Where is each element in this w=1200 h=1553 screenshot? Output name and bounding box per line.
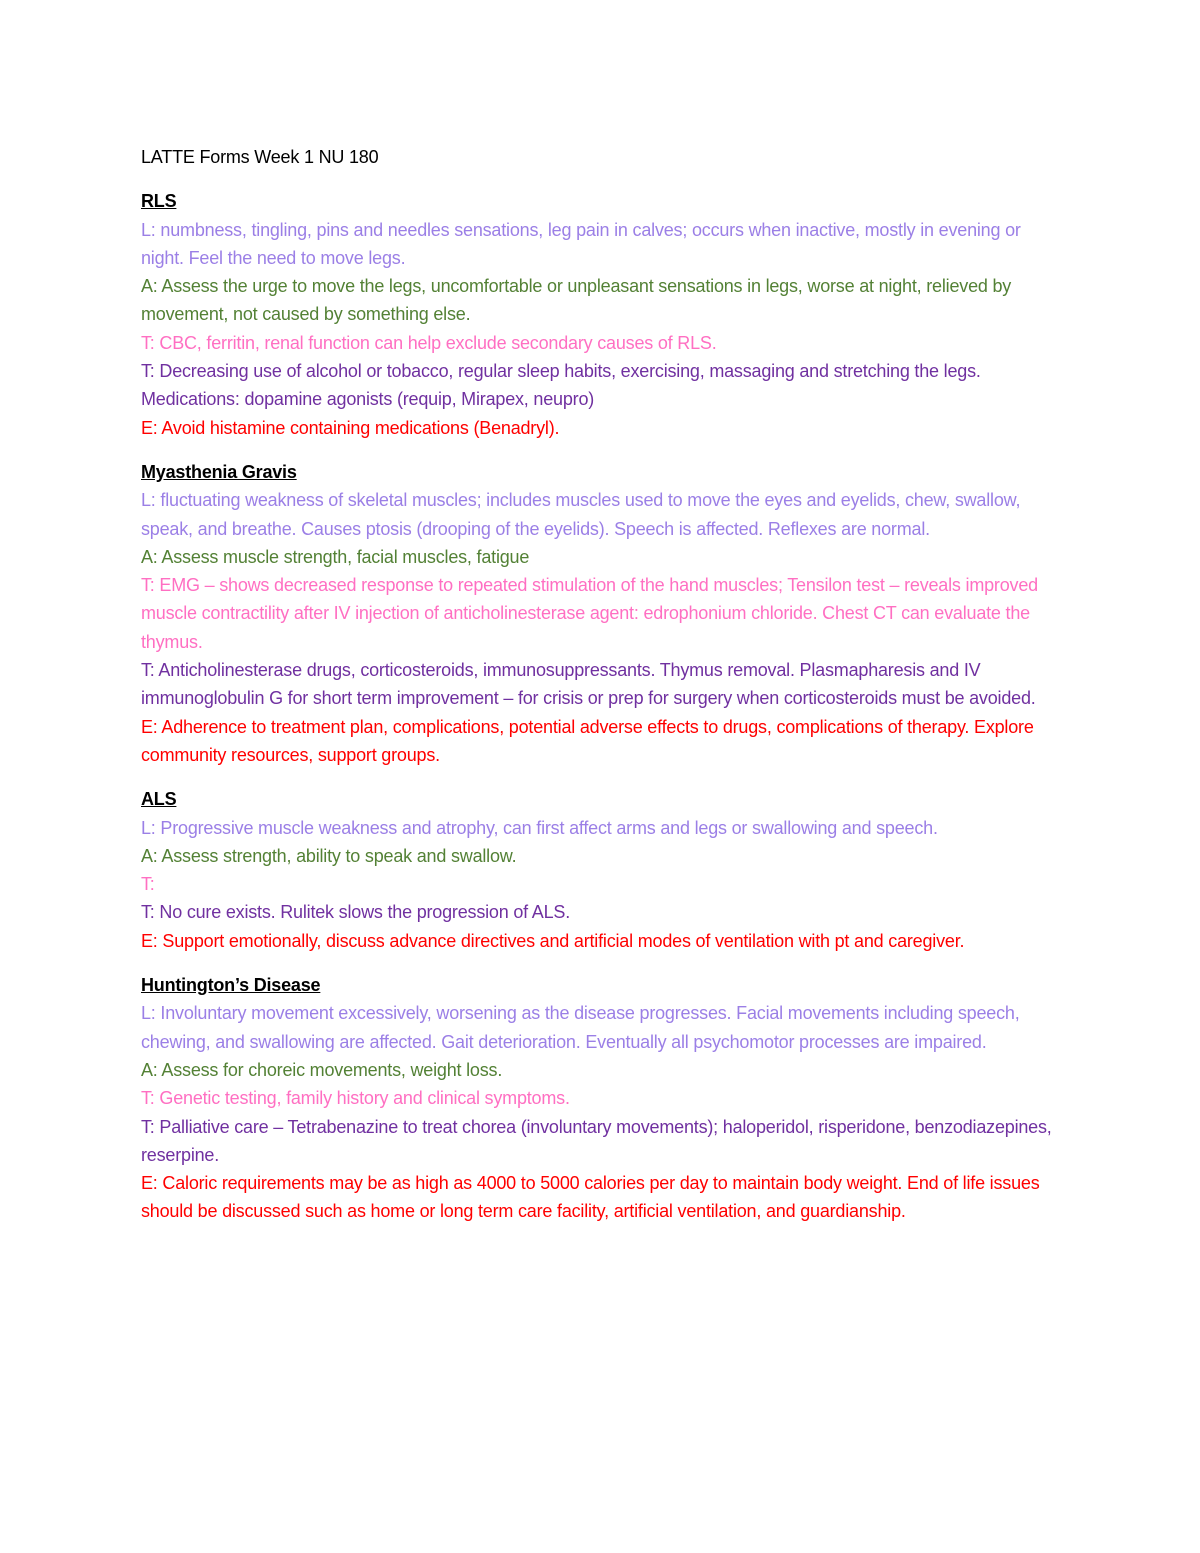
test-line: T: CBC, ferritin, renal function can help exclude secondary causes of RLS.: [141, 332, 717, 353]
assess-line: A: Assess muscle strength, facial muscles, fatigue: [141, 546, 530, 567]
section-heading: Huntington’s Disease: [141, 975, 321, 996]
document-body: [141, 143, 1066, 1242]
test-line: T:: [141, 874, 155, 895]
look-line: L: numbness, tingling, pins and needles sensations, leg pain in calves; occurs when inactive, mostly in evening or night. Feel the need to move legs.: [141, 219, 1021, 268]
look-line: L: Involuntary movement excessively, worsening as the disease progresses. Facial movements including speech, chewing, and swallowing are affected. Gait deterioration. Eventually all psychomotor processes are impaired.: [141, 1003, 1020, 1052]
document-title: LATTE Forms Week 1 NU 180: [141, 147, 379, 167]
treatment-line: T: No cure exists. Rulitek slows the progression of ALS.: [141, 902, 570, 923]
section-heading: RLS: [141, 191, 177, 212]
section-als: [141, 785, 1066, 955]
assess-line: A: Assess the urge to move the legs, uncomfortable or unpleasant sensations in legs, worse at night, relieved by movement, not caused by something else.: [141, 276, 1012, 325]
education-line: E: Caloric requirements may be as high as 4000 to 5000 calories per day to maintain body weight. End of life issues should be discussed such as home or long term care facility, artificial ventilation, and guardianship.: [141, 1173, 1040, 1222]
section-myasthenia-gravis: [141, 458, 1066, 769]
treatment-line: T: Palliative care – Tetrabenazine to treat chorea (involuntary movements); haloperidol, risperidone, benzodiazepines, reserpine.: [141, 1116, 1052, 1165]
look-line: L: fluctuating weakness of skeletal muscles; includes muscles used to move the eyes and eyelids, chew, swallow, speak, and breathe. Causes ptosis (drooping of the eyelids). Speech is affected. Reflexes are normal.: [141, 490, 1021, 539]
section-huntingtons-disease: [141, 971, 1066, 1226]
test-line: T: Genetic testing, family history and clinical symptoms.: [141, 1088, 570, 1109]
section-heading: Myasthenia Gravis: [141, 461, 297, 482]
section-heading: ALS: [141, 789, 177, 810]
test-line: T: EMG – shows decreased response to repeated stimulation of the hand muscles; Tensilon test – reveals improved muscle contractility after IV injection of anticholinesterase agent: edrophonium chloride. Chest CT can evaluate the thymus.: [141, 575, 1038, 652]
look-line: L: Progressive muscle weakness and atrophy, can first affect arms and legs or swallowing and speech.: [141, 817, 938, 838]
assess-line: A: Assess for choreic movements, weight loss.: [141, 1059, 503, 1080]
education-line: E: Avoid histamine containing medications (Benadryl).: [141, 417, 560, 438]
treatment-line: T: Anticholinesterase drugs, corticosteroids, immunosuppressants. Thymus removal. Plasmapharesis and IV immunoglobulin G for short term improvement – for crisis or prep for surgery when corticosteroids must be avoided.: [141, 660, 1036, 709]
assess-line: A: Assess strength, ability to speak and swallow.: [141, 845, 517, 866]
education-line: E: Adherence to treatment plan, complications, potential adverse effects to drugs, complications of therapy. Explore community resources, support groups.: [141, 716, 1034, 765]
section-rls: [141, 187, 1066, 442]
treatment-line: T: Decreasing use of alcohol or tobacco, regular sleep habits, exercising, massaging and stretching the legs. Medications: dopamine agonists (requip, Mirapex, neupro): [141, 361, 981, 410]
education-line: E: Support emotionally, discuss advance directives and artificial modes of ventilation with pt and caregiver.: [141, 930, 965, 951]
